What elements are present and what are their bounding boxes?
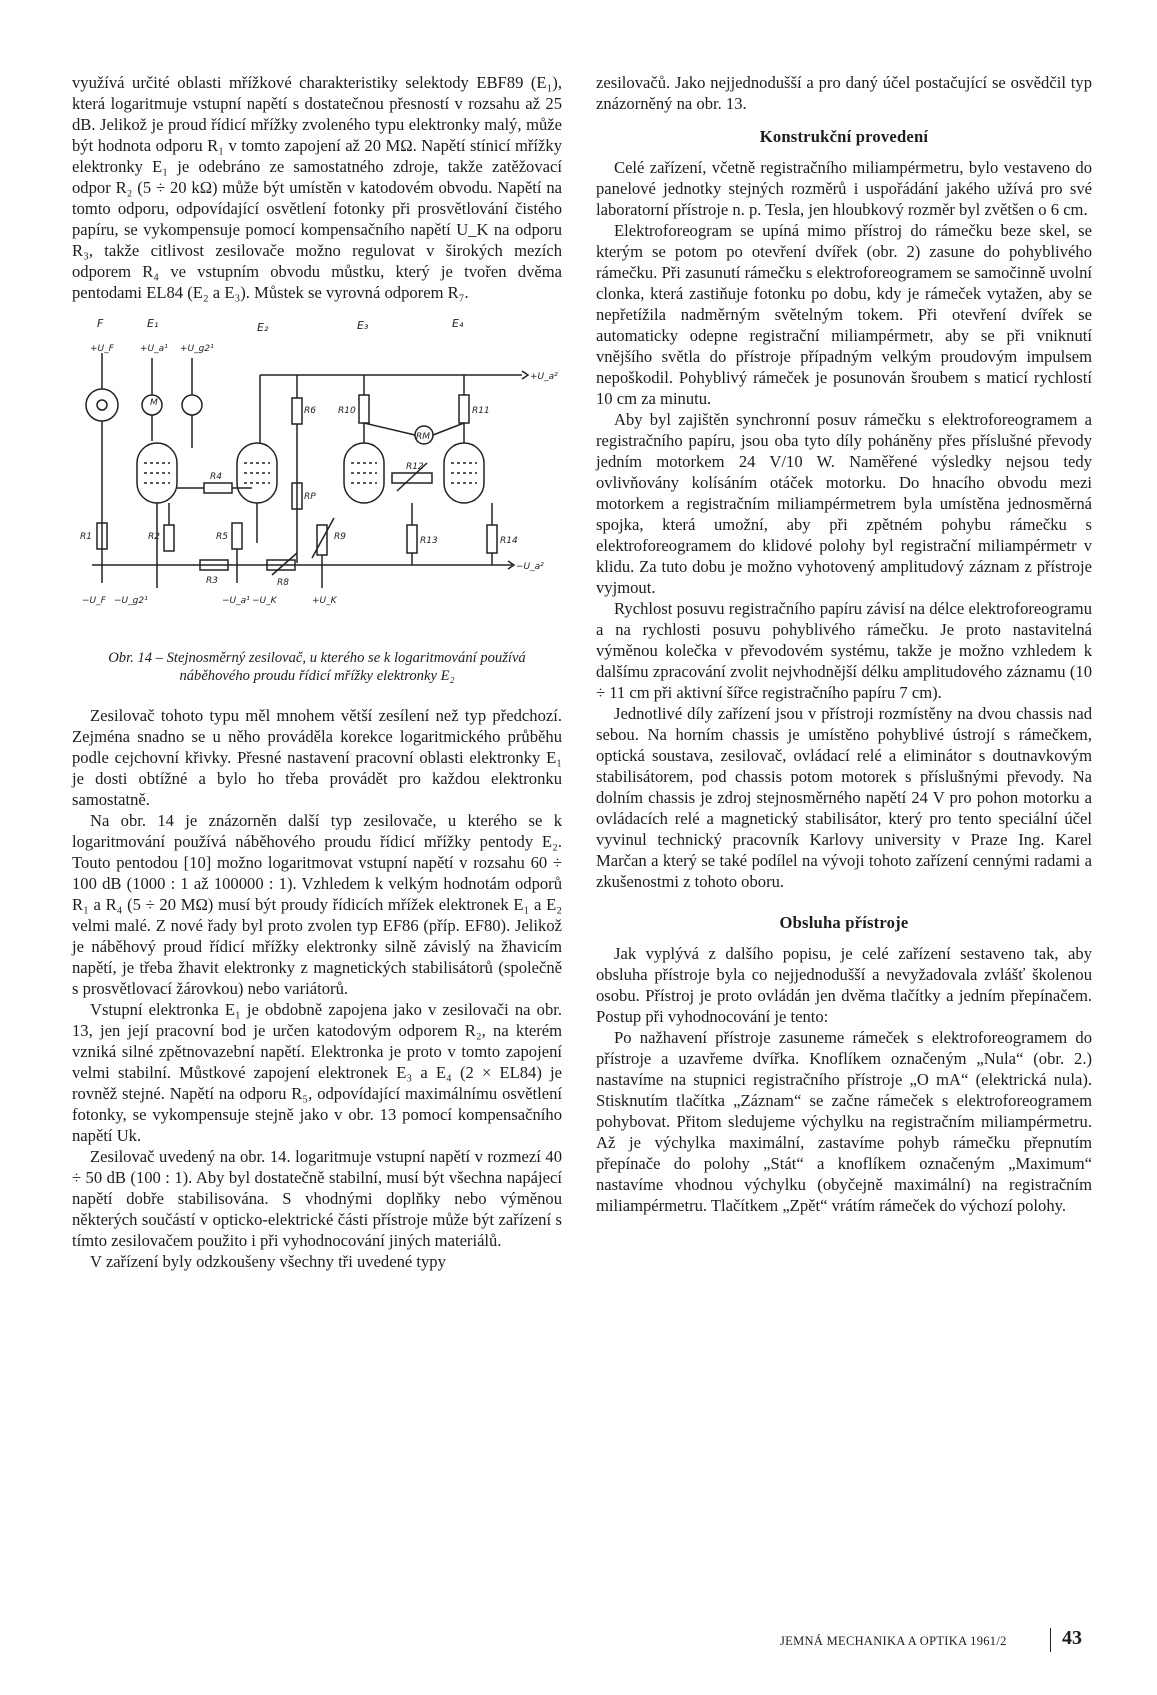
label-RP: RP xyxy=(304,492,316,502)
section-heading-konstrukcni: Konstrukční provedení xyxy=(759,127,929,146)
footer-divider xyxy=(1050,1628,1051,1652)
label-plus-ua2: +U_a² xyxy=(530,372,558,382)
label-plus-uf: +U_F xyxy=(90,344,114,354)
left-column xyxy=(72,72,562,1272)
label-F: F xyxy=(97,317,104,330)
right-paragraph-2: Celé zařízení, včetně registračního miliampérmetru, bylo vestaveno do panelové jednotky stejných rozměrů i uspořádání jakého užívá pro své laboratorní přístroje n. p. Tesla, jen hloubkový rozměr byl zvětšen o 6 cm. xyxy=(596,158,1092,219)
page-number: 43 xyxy=(1062,1627,1082,1649)
left-paragraph-5: Zesilovač uvedený na obr. 14. logaritmuje vstupní napětí v rozmezí 40 ÷ 50 dB (100 : 1). Aby byl dostatečně stabilní, musí být všechna napájecí napětí dobře stabilisována. S vhodnými doplňky nebo výměnou některých součástí v opticko-elektrické části přístroje může být zařízení s tímto zesilovačem použito i při vyhodnocování jiných materiálů. xyxy=(72,1147,562,1250)
label-minus-ug2: −U_g2¹ xyxy=(114,596,148,606)
left-paragraph-2: Zesilovač tohoto typu měl mnohem větší zesílení než typ předchozí. Zejména snadno se u něho prováděla korekce logaritmického průběhu podle cejchovní křivky. Přesné nastavení pracovní oblasti elektronky E₁ je dosti obtížné a bylo ho třeba provádět pro každou elektronku samostatně. xyxy=(72,706,562,809)
left-paragraph-1: využívá určité oblasti mřížkové charakteristiky selektody EBF89 (E₁), která logaritmuje vstupní napětí s dostatečnou přesností v rozsahu až 25 dB. Jelikož je proud řídicí mřížky zvoleného typu elektronky malý, může být hodnota odporu R₁ v tomto zapojení až 20 MΩ. Napětí stínicí mřížky elektronky E₁ je odebráno ze samostatného zdroje, takže zatěžovací odpor R₂ (5 ÷ 20 kΩ) může být umístěn v katodovém obvodu. Napětí na tomto odporu, odpovídající osvětlení fotonky při prosvětlování čistého papíru, se vykompensuje pomocí kompensačního napětí U_K na odporu R₃, takže citlivost zesilovače možno regulovat v širokých mezích odporem R₄ ve vstupním obvodu můstku, který je tvořen dvěma pentodami EL84 (E₂ a E₃). Můstek se vyrovná odporem R₇. xyxy=(72,73,562,302)
label-R11: R11 xyxy=(472,406,490,416)
label-R3: R3 xyxy=(206,576,218,586)
label-R8: R8 xyxy=(277,578,289,588)
label-minus-ua1: −U_a¹ xyxy=(222,596,250,606)
right-paragraph-6: Jednotlivé díly zařízení jsou v přístroji rozmístěny na dvou chassis nad sebou. Na horním chassis je umístěno pohyblivé ústrojí s rámečkem, optická soustava, zesilovač, ovládací relé a eliminátor s doutnavkovým stabilisátorem, pod chassis potom motorek s příslušnými převody. Na dolním chassis je zdroj stejnosměrného napětí 24 V pro pohon motorku a ovládacích relé a magnetický stabilisátor, který pro tento speciální účel vyvinul technický pracovník Karlovy university v Praze Ing. Karel Marčan a který se také podílel na vývoji tohoto zařízení cennými radami a zkušenostmi z tohoto oboru. xyxy=(596,704,1092,891)
label-plus-uk: +U_K xyxy=(312,596,337,606)
label-R9: R9 xyxy=(334,532,346,542)
circuit-diagram xyxy=(72,313,562,643)
left-paragraph-6: V zařízení byly odzkoušeny všechny tři uvedené typy xyxy=(90,1252,446,1271)
label-R12: R12 xyxy=(406,462,424,472)
left-paragraph-3: Na obr. 14 je znázorněn další typ zesilovače, u kterého se k logaritmování používá náběhového proudu řídicí mřížky pentody E₂. Touto pentodou [10] možno logaritmovat vstupní napětí v rozsahu 60 ÷ 100 dB (1000 : 1 až 100000 : 1). Vzhledem k velkým hodnotám odporů R₁ a R₄ (5 ÷ 20 MΩ) musí být proudy řídicích mřížek elektronek E₁ a E₂ velmi malé. Z nové řady byl proto zvolen typ EF86 (příp. EF80). Jelikož je náběhový proud řídicí mřížky elektronky silně závislý na žhavicím napětí, je třeba žhavit elektronky z magnetických stabilisátorů (společně s prosvětlovací žárovkou) nebo variátorů. xyxy=(72,811,562,998)
label-R14: R14 xyxy=(500,536,518,546)
label-R5: R5 xyxy=(216,532,228,542)
label-minus-ua2: −U_a² xyxy=(516,562,544,572)
right-paragraph-7: Jak vyplývá z dalšího popisu, je celé zařízení sestaveno tak, aby obsluha přístroje byla co nejjednodušší a nevyžadovala zvlášť školenou osobu. Přístroj je proto ovládán jen dvěma tlačítky a jedním přepínačem. Postup při vyhodnocování je tento: xyxy=(596,944,1092,1026)
label-plus-ug2: +U_g2¹ xyxy=(180,344,214,354)
label-minus-uk: −U_K xyxy=(252,596,277,606)
label-meter-M: M xyxy=(150,398,158,408)
journal-footer: JEMNÁ MECHANIKA A OPTIKA 1961/2 xyxy=(780,1634,1007,1648)
figure-caption: Obr. 14 – Stejnosměrný zesilovač, u kterého se k logaritmování používá náběhového proudu řídicí mřížky elektronky E₂ xyxy=(108,650,526,684)
label-E4: E₄ xyxy=(452,317,464,330)
left-paragraph-4: Vstupní elektronka E₁ je obdobně zapojena jako v zesilovači na obr. 13, jen její pracovní bod je určen katodovým odporem R₂, na kterém vzniká silné zpětnovazební napětí. Elektronka je proto v tomto zapojení velmi stabilní. Můstkové zapojení elektronek E₃ a E₄ (2 × EL84) je rovněž stejné. Napětí na odporu R₅, odpovídající maximálnímu osvětlení fotonky, se vykompensuje stejně jako v obr. 13 pomocí kompensačního napětí Uk. xyxy=(72,1000,562,1145)
right-paragraph-3: Elektroforeogram se upíná mimo přístroj do rámečku beze skel, se kterým se potom po otevření dvířek (obr. 2) zasune do pohyblivého rámečku. Při zasunutí rámečku s elektroforeogramem se samočinně uvolní clonka, která zastiňuje fotonku po dobu, kdy je rámeček vytažen, aby se nepřetížila nadměrným světelným tokem. Při otevření dvířek se automaticky odepne registrační miliampérmetr, aby se při vniknutí vnějšího světla do přístroje případným velkým proudovým impulsem nepoškodil. Pohyblivý rámeček je posunován šroubem s maticí rychlostí 10 cm za minutu. xyxy=(596,221,1092,408)
label-meter-RM: RM xyxy=(416,432,431,442)
label-R10: R10 xyxy=(338,406,356,416)
label-R2: R2 xyxy=(148,532,160,542)
label-E2: E₂ xyxy=(257,321,269,334)
section-heading-obsluha: Obsluha přístroje xyxy=(779,913,909,932)
label-R4: R4 xyxy=(210,472,222,482)
label-R1: R1 xyxy=(80,532,92,542)
label-R13: R13 xyxy=(420,536,438,546)
label-R6: R6 xyxy=(304,406,316,416)
right-paragraph-1: zesilovačů. Jako nejjednodušší a pro daný účel postačující se osvědčil typ znázorněný na obr. 13. xyxy=(596,73,1092,113)
circuit-figure xyxy=(72,313,562,643)
label-E3: E₃ xyxy=(357,319,369,332)
label-minus-uf: −U_F xyxy=(82,596,106,606)
right-paragraph-4: Aby byl zajištěn synchronní posuv rámečku s elektroforeogramem a registračního papíru, jsou oba tyto díly poháněny přes příslušné převody jedním motorkem 24 V/10 W. Naměřené výsledky nejsou tedy ovlivňovány kolísáním otáček motorku. Do hnacího obvodu mezi motorkem a registračním miliampérmetrem byla umístěna jednosměrná spojka, která umožní, aby při zpětném pohybu rámečku s elektroforeogramem do klidové polohy byl registrační miliampérmetr v klidu. Za tuto dobu je možno vyhotovený amplitudový záznam z přístroje vyjmout. xyxy=(596,410,1092,597)
label-E1: E₁ xyxy=(147,317,159,330)
right-column xyxy=(596,72,1092,1216)
right-paragraph-5: Rychlost posuvu registračního papíru závisí na délce elektroforeogramu a na rychlosti posuvu pohyblivého rámečku. Je proto nastavitelná výměnou kolečka v převodovém systému, takže je možno vzhledem k dalšímu zpracování zvolit nejvhodnější délku amplitudového záznamu (10 ÷ 11 cm při aktivní šířce registračního papíru 7 cm). xyxy=(596,599,1092,702)
right-paragraph-8: Po nažhavení přístroje zasuneme rámeček s elektroforeogramem do přístroje a uzavřeme dvířka. Knoflíkem označeným „Nula“ (obr. 2.) nastavíme na stupnici registračního přístroje „O mA“ (elektrická nula). Stisknutím tlačítka „Záznam“ se začne rámeček s elektroforeogramem pohybovat. Přitom sledujeme výchylku na registračním miliampérmetru. Až je výchylka maximální, zastavíme pohyb rámečku přepnutím přepínače do polohy „Stát“ a knoflíkem označeným „Maximum“ nastavíme vhodnou výchylku (obyčejně maximální) na registračním miliampérmetru. Tlačítkem „Zpět“ vrátím rámeček do výchozí polohy. xyxy=(596,1028,1092,1215)
label-plus-ua1: +U_a¹ xyxy=(140,344,168,354)
